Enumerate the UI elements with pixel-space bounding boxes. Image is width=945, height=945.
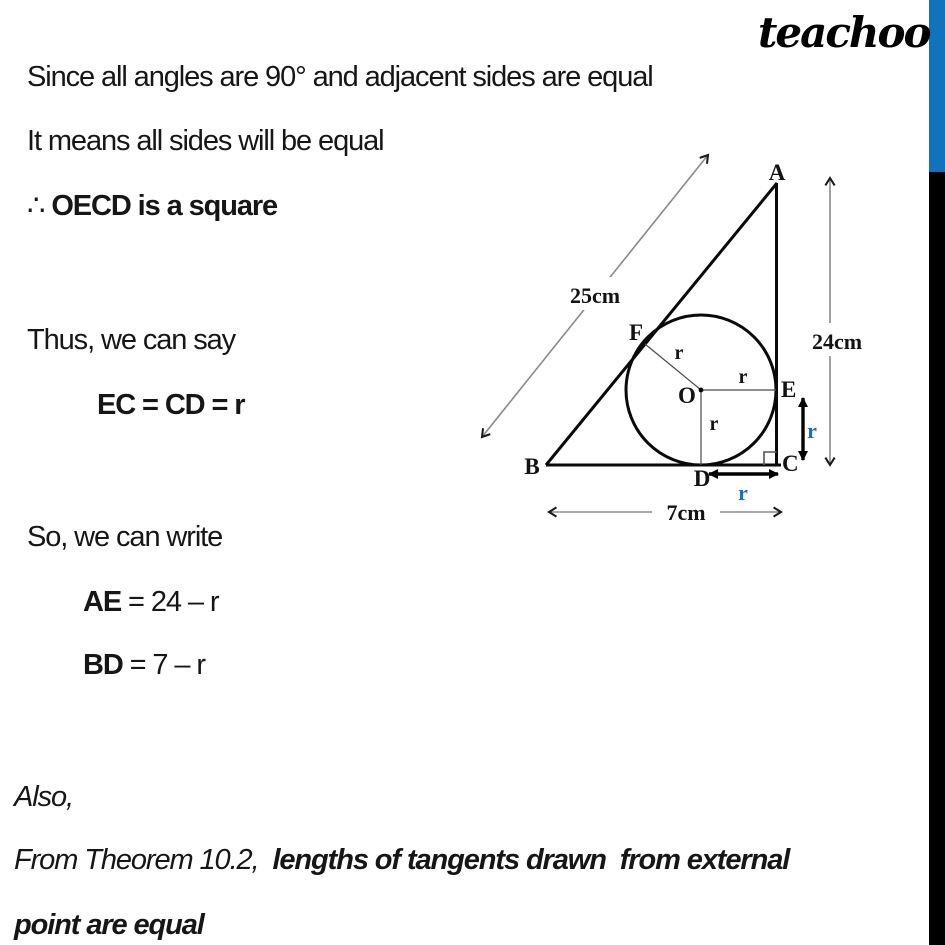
dim-label-7cm: 7cm [666, 500, 706, 525]
right-edge-black-bar [929, 172, 945, 945]
equation-bd-rhs: = 7 – r [122, 649, 205, 681]
vertex-label-e: E [781, 377, 797, 402]
text-line-so: So, we can write [27, 521, 223, 553]
vertex-label-f: F [628, 320, 644, 345]
theorem-bold-1: lengths of tangents drawn from external [272, 844, 790, 876]
vertex-label-a: A [768, 160, 786, 185]
vertex-label-c: C [782, 451, 799, 476]
teachoo-logo: teachoo [758, 8, 930, 57]
right-angle-marker [764, 452, 777, 465]
equation-ae-lhs: AE [83, 586, 122, 618]
dim-label-25cm: 25cm [569, 283, 621, 308]
text-line-since: Since all angles are 90° and adjacent sides are equal [27, 61, 653, 93]
text-line-theorem-2: point are equal [14, 909, 204, 941]
equation-ec-cd-r: EC = CD = r [97, 389, 245, 421]
equation-bd [83, 649, 205, 682]
triangle-side-ab [546, 183, 777, 465]
conclusion-bold-text: OECD is a square [51, 190, 278, 222]
r-label-oe: r [738, 366, 748, 388]
vertex-label-b: B [524, 454, 540, 479]
r-label-dc-blue: r [738, 480, 748, 505]
text-line-thus: Thus, we can say [27, 324, 236, 356]
text-line-conclusion [27, 190, 277, 223]
r-label-od: r [709, 413, 719, 435]
r-label-of: r [674, 342, 684, 364]
text-line-also: Also, [14, 781, 73, 813]
center-label-o: O [678, 383, 696, 408]
dim-label-24cm: 24cm [811, 329, 863, 354]
text-line-it-means: It means all sides will be equal [27, 125, 384, 157]
equation-bd-lhs: BD [83, 649, 123, 681]
text-line-theorem [14, 844, 789, 877]
equation-ae-rhs: = 24 – r [121, 586, 219, 618]
right-edge-blue-bar [929, 0, 945, 172]
incenter-dot [699, 388, 704, 393]
r-label-ec-blue: r [807, 418, 817, 443]
vertex-label-d: D [693, 466, 711, 491]
therefore-symbol: ∴ [27, 190, 52, 222]
equation-ae [83, 586, 218, 619]
theorem-intro: From Theorem 10.2, [14, 844, 273, 876]
geometry-diagram [440, 140, 920, 540]
